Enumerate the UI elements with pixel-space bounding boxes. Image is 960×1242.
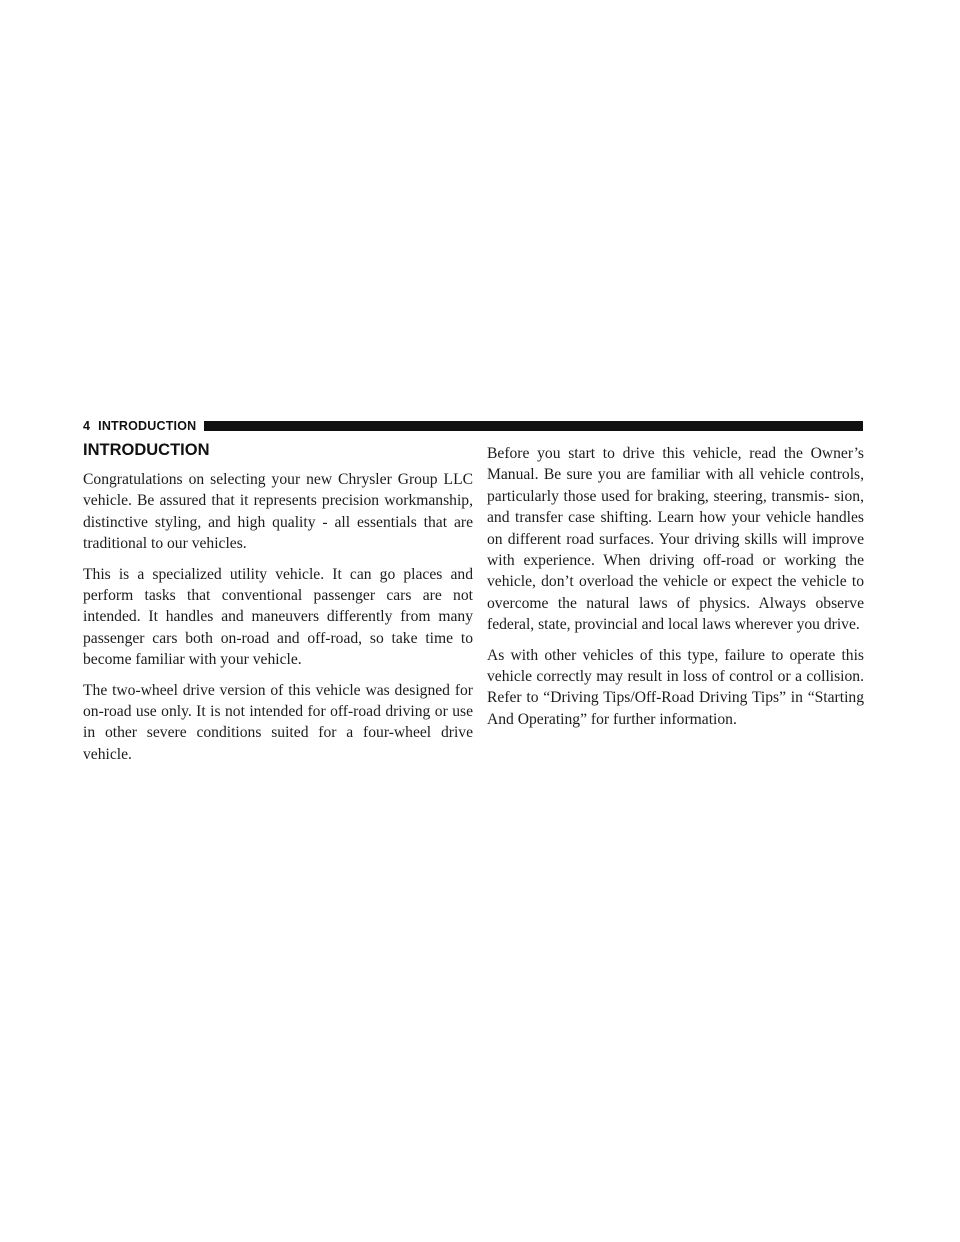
header-rule <box>204 421 863 431</box>
paragraph-congratulations: Congratulations on selecting your new Chrysler Group LLC vehicle. Be assured that it represents precision workmanship, distinctive styling, and high quality - all essentials that are traditional to our vehicles. <box>83 471 473 553</box>
paragraph-utility-vehicle: This is a specialized utility vehicle. It can go places and perform tasks that conventional passenger cars are not intended. It handles and maneuvers differently from many passenger cars both on-road and off-road, so take time to become familiar with your vehicle. <box>83 565 473 669</box>
paragraph-two-wheel-drive: The two-wheel drive version of this vehicle was designed for on-road use only. It is not intended for off-road driving or use in other severe conditions suited for a four-wheel drive vehicle. <box>83 681 473 763</box>
paragraph-failure-to-operate: As with other vehicles of this type, failure to operate this vehicle correctly may result in loss of control or a collision. Refer to “Driving Tips/Off-Road Driving Tips” in “Starting And Operating” for further information. <box>487 646 864 728</box>
paragraph-before-you-drive: Before you start to drive this vehicle, read the Owner’s Manual. Be sure you are familiar with all vehicle controls, particularly those used for braking, steering, transmis- sion, and transfer case shifting. Learn how your vehicle handles on different road surfaces. Your driving skills will improve with experience. When driving off-road or working the vehicle, don’t overload the vehicle or expect the vehicle to overcome the natural laws of physics. Always observe federal, state, provincial and local laws wherever you drive. <box>487 445 864 634</box>
section-heading: INTRODUCTION <box>83 441 210 459</box>
left-column <box>83 439 473 774</box>
right-column <box>487 443 864 739</box>
page-number: 4 <box>83 419 91 433</box>
running-section-title: INTRODUCTION <box>98 419 197 433</box>
page-header <box>83 420 863 432</box>
